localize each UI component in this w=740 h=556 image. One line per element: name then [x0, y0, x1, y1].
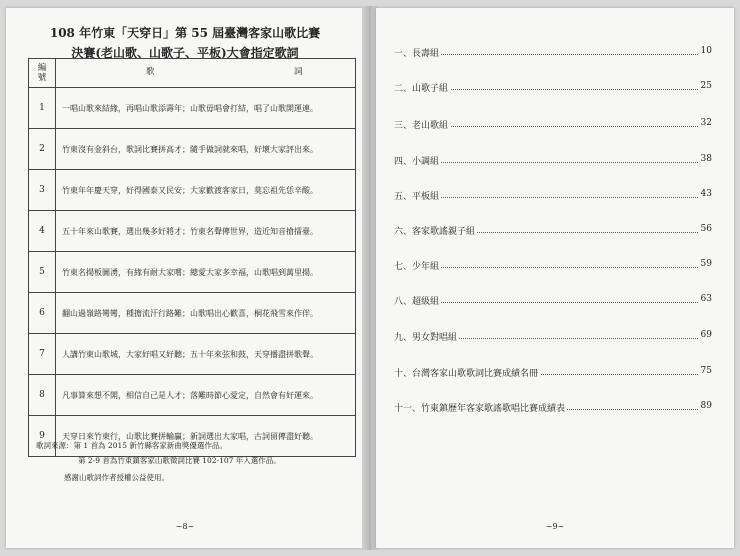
- toc-item-label: 六、客家歌謠親子組: [394, 224, 477, 237]
- page-title-line2: 決賽(老山歌、山歌子、平板)大會指定歌詞: [71, 46, 299, 60]
- header-lyrics-char2: 詞: [294, 67, 303, 77]
- row-lyric: 竹東沒有金斜台，歌詞比賽拼高才；隨手做詞就來唱，好壞大家評出來。: [56, 129, 356, 170]
- toc-item-label: 四、小調組: [394, 154, 441, 167]
- toc-item-page: 56: [700, 224, 712, 234]
- toc-item-label: 一、長壽組: [394, 46, 441, 59]
- row-number: 2: [29, 129, 56, 170]
- row-number: 1: [29, 88, 56, 129]
- row-lyric: 人講竹東山歌城，大家好唱又好聽；五十年來弦和鼓，天穿播盡拼歌聲。: [56, 334, 356, 375]
- toc-item-label: 九、男女對唱組: [394, 330, 459, 343]
- row-number: 5: [29, 252, 56, 293]
- footnote-source: 歌詞來源：第 1 首為 2015 新竹縣客家新曲獎優選作品。: [36, 441, 227, 450]
- row-lyric: 翻山過嶺路彎彎，種擔流汗行路難；山歌唱出心歡喜，桐花飛雪來作伴。: [56, 293, 356, 334]
- toc-item: [394, 118, 712, 132]
- header-number: [29, 59, 56, 88]
- table-row: [29, 88, 356, 129]
- toc-item-page: 63: [700, 294, 712, 304]
- toc-item-label: 五、平板組: [394, 189, 441, 202]
- toc-item-label: 八、超級組: [394, 294, 441, 307]
- table-row: [29, 211, 356, 252]
- row-lyric: 五十年來山歌賽，選出幾多好將才；竹東名聲傳世界，造近知音搶擂臺。: [56, 211, 356, 252]
- toc-item-label: 三、老山歌組: [394, 118, 450, 131]
- row-number: 8: [29, 375, 56, 416]
- table-row: [29, 334, 356, 375]
- table-header-row: [29, 59, 356, 88]
- toc-item-page: 32: [700, 118, 712, 128]
- row-number: 7: [29, 334, 56, 375]
- header-number-char2: 號: [37, 73, 47, 83]
- table-row: [29, 129, 356, 170]
- toc-leader-dots: [394, 54, 712, 55]
- table-row: [29, 375, 356, 416]
- right-page: [376, 8, 734, 548]
- toc-item-label: 二、山歌子組: [394, 81, 450, 94]
- toc-item-page: 25: [700, 81, 712, 91]
- toc-item: [394, 224, 712, 238]
- table-row: [29, 252, 356, 293]
- toc-leader-dots: [394, 302, 712, 303]
- toc-item-page: 69: [700, 330, 712, 340]
- toc-item: [394, 46, 712, 60]
- row-number: 6: [29, 293, 56, 334]
- toc-leader-dots: [394, 162, 712, 163]
- toc-item: [394, 81, 712, 95]
- table-row: [29, 170, 356, 211]
- toc-item: [394, 189, 712, 203]
- row-number: 3: [29, 170, 56, 211]
- toc-leader-dots: [394, 267, 712, 268]
- row-number: 4: [29, 211, 56, 252]
- page-title-line1: 108 年竹東「天穿日」第 55 屆臺灣客家山歌比賽: [49, 26, 321, 40]
- header-lyrics: [56, 59, 356, 88]
- footnote-source-2: 第 2-9 首為竹東鎮客家山歌徵詞比賽 102-107 年入選作品。: [78, 456, 281, 465]
- row-lyric: 天穿日來竹東行，山歌比賽拼輸贏；新詞選出大家唱，古詞留傳盡好聽。: [56, 416, 356, 457]
- toc-item-page: 10: [700, 46, 712, 56]
- toc-item-page: 75: [700, 366, 712, 376]
- row-number: 9: [29, 416, 56, 457]
- toc-item-page: 59: [700, 259, 712, 269]
- page-number-left: ~8~: [175, 522, 195, 531]
- row-lyric: 竹東年年慶天穿，好得國泰又民安；大家歡渡客家日，莫忘祖先恁辛酸。: [56, 170, 356, 211]
- toc-item-page: 89: [700, 401, 712, 411]
- lyrics-table: [28, 58, 356, 457]
- toc-item: [394, 330, 712, 344]
- footnote-thanks: 感謝山歌詞作者授權公益使用。: [64, 473, 169, 482]
- toc-item-label: 十一、竹東鎮歷年客家歌謠歌唱比賽成績表: [394, 401, 567, 414]
- header-lyrics-char1: 歌: [146, 67, 155, 77]
- page-number-right: ~9~: [545, 522, 565, 531]
- row-lyric: 一唱山歌來結緣，再唱山歌添壽年；山歌毋唱會打結，唱了山歌開運連。: [56, 88, 356, 129]
- toc-item: [394, 294, 712, 308]
- toc-item-label: 七、少年組: [394, 259, 441, 272]
- toc-item-label: 十、台灣客家山歌歌詞比賽成績名冊: [394, 366, 540, 379]
- toc-item: [394, 366, 712, 380]
- toc-item-page: 38: [700, 154, 712, 164]
- left-page: [6, 8, 364, 548]
- toc-item-page: 43: [700, 189, 712, 199]
- row-lyric: 竹東名揚板圖湧，有緣有耐大家嚐；總愛大家多幸福，山歌唱到萬里揚。: [56, 252, 356, 293]
- toc-leader-dots: [394, 197, 712, 198]
- table-row: [29, 293, 356, 334]
- toc-item: [394, 259, 712, 273]
- header-number-char1: 編: [37, 63, 47, 73]
- row-lyric: 凡事算來想不開，相信自己是人才；落難時節心愛定，自然會有好運來。: [56, 375, 356, 416]
- toc-item: [394, 401, 712, 415]
- toc-item: [394, 154, 712, 168]
